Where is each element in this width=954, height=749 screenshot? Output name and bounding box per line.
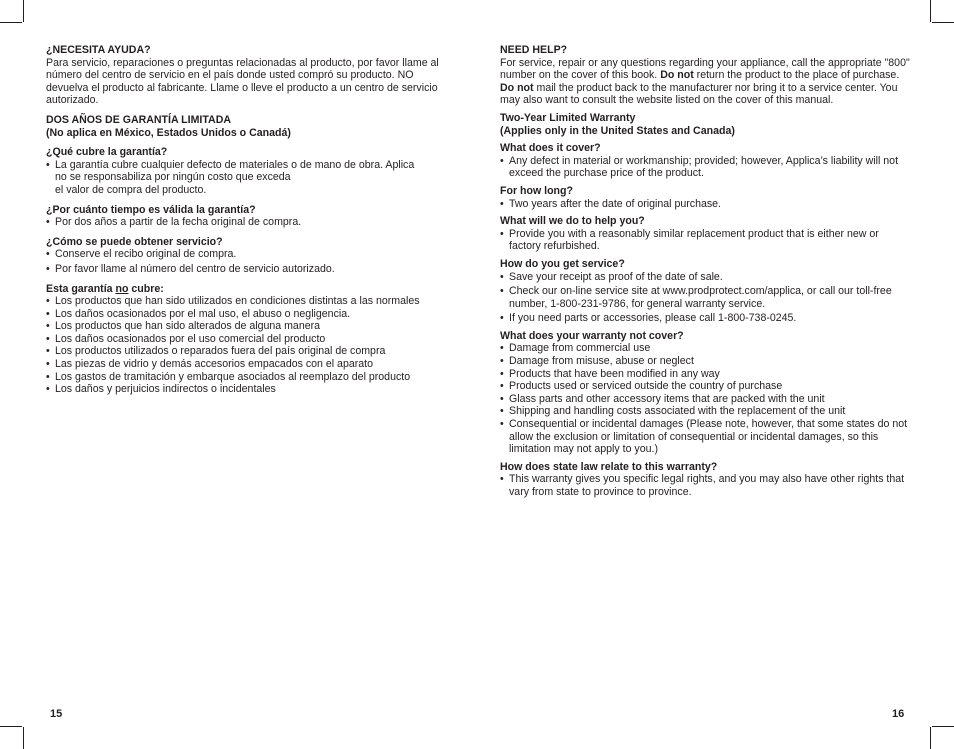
- crop-mark-bottom-left-v: [23, 727, 24, 749]
- right-page-column: [500, 44, 912, 499]
- not-cover-item-6-en: • Shipping and handling costs associated with the replacement of the unit: [500, 405, 912, 418]
- not-cover-item-6-es: • Las piezas de vidrio y demás accesorios empacados con el aparato: [46, 358, 458, 371]
- state-law-item-en: • This warranty gives you specific legal rights, and you may also have other rights that vary from state to province to province.: [500, 473, 912, 498]
- not-cover-item-2-en: • Damage from misuse, abuse or neglect: [500, 355, 912, 368]
- not-cover-no: no: [115, 282, 129, 295]
- crop-mark-bottom-left-h: [0, 726, 22, 727]
- need-help-heading-en: NEED HELP?: [500, 44, 568, 56]
- not-cover-item-2-es: • Los daños ocasionados por el mal uso, el abuso o negligencia.: [46, 308, 458, 321]
- need-help-part-2: return the product to the place of purchase.: [693, 69, 900, 82]
- not-cover-item-1-en: • Damage from commercial use: [500, 342, 912, 355]
- what-will-item-en: • Provide you with a reasonably similar replacement product that is either new or factory refurbished.: [500, 228, 912, 253]
- not-cover-item-5-es: • Los productos utilizados o reparados fuera del país original de compra: [46, 345, 458, 358]
- need-help-heading-es: ¿NECESITA AYUDA?: [46, 44, 151, 56]
- valid-item-es: • Por dos años a partir de la fecha original de compra.: [46, 216, 458, 229]
- cover-line-3: el valor de compra del producto.: [55, 183, 207, 196]
- crop-mark-top-left-h: [0, 22, 22, 23]
- get-service-item-3-en: • If you need parts or accessories, please call 1-800-738-0245.: [500, 312, 912, 325]
- need-help-part-1: For service, repair or any questions regarding your appliance, call the appropriate "800" number on the cover of this book.: [500, 56, 910, 82]
- crop-mark-top-right-h: [932, 22, 954, 23]
- question-cover-en: What does it cover?: [500, 142, 601, 155]
- service-item-1-es: • Conserve el recibo original de compra.: [46, 248, 458, 261]
- question-service-es: ¿Cómo se puede obtener servicio?: [46, 235, 223, 248]
- crop-mark-top-left-v: [23, 0, 24, 22]
- need-help-part-3: mail the product back to the manufacturer nor bring it to a service center. You may also want to consult the website listed on the cover of this manual.: [500, 81, 898, 107]
- need-help-text-es: Para servicio, reparaciones o preguntas relacionadas al producto, por favor llame al número del centro de servicio en el país donde usted compró su producto. NO devuelva el producto al fabricante. Llame o lleve el producto a un centro de servicio autorizado.: [46, 56, 439, 107]
- not-cover-pre: Esta garantía: [46, 282, 116, 295]
- left-page-column: [46, 44, 458, 396]
- service-item-2-es: • Por favor llame al número del centro de servicio autorizado.: [46, 263, 458, 276]
- not-cover-item-7-es: • Los gastos de tramitación y embarque asociados al reemplazo del producto: [46, 371, 458, 384]
- not-cover-item-4-en: • Products used or serviced outside the country of purchase: [500, 380, 912, 393]
- page-number-left: 15: [50, 708, 63, 720]
- question-valid-es: ¿Por cuánto tiempo es válida la garantía?: [46, 203, 256, 216]
- not-cover-item-3-en: • Products that have been modified in any way: [500, 368, 912, 381]
- need-help-bold-1: Do not: [660, 69, 694, 82]
- not-cover-item-1-es: • Los productos que han sido utilizados en condiciones distintas a las normales: [46, 295, 458, 308]
- warranty-subtitle-es: (No aplica en México, Estados Unidos o Canadá): [46, 126, 291, 139]
- cover-item-en: • Any defect in material or workmanship; provided; however, Applica’s liability will not exceed the purchase price of the product.: [500, 155, 912, 180]
- crop-mark-bottom-right-v: [930, 727, 931, 749]
- get-service-item-1-en: • Save your receipt as proof of the date of sale.: [500, 271, 912, 284]
- not-cover-item-8-es: • Los daños y perjuicios indirectos o incidentales: [46, 383, 458, 396]
- question-not-cover-en: What does your warranty not cover?: [500, 329, 684, 342]
- question-how-long-en: For how long?: [500, 184, 573, 197]
- crop-mark-bottom-right-h: [932, 726, 954, 727]
- cover-line-1: La garantía cubre cualquier defecto de materiales o de mano de obra. Aplica: [55, 158, 415, 171]
- need-help-text-en: [500, 57, 912, 107]
- need-help-bold-2: Do not: [500, 81, 534, 94]
- question-what-will-en: What will we do to help you?: [500, 215, 645, 228]
- cover-line-2: no se responsabiliza por ningún costo que exceda: [55, 171, 291, 184]
- not-cover-item-4-es: • Los daños ocasionados por el uso comercial del producto: [46, 333, 458, 346]
- warranty-subtitle-en: (Applies only in the United States and Canada): [500, 124, 735, 137]
- question-state-law-en: How does state law relate to this warranty?: [500, 460, 718, 473]
- not-cover-post: cubre:: [128, 282, 164, 295]
- cover-item-es: [46, 159, 458, 197]
- warranty-title-es: DOS AÑOS DE GARANTÍA LIMITADA: [46, 113, 231, 126]
- question-cover-es: ¿Qué cubre la garantía?: [46, 146, 168, 159]
- how-long-item-en: • Two years after the date of original purchase.: [500, 198, 912, 211]
- not-cover-item-3-es: • Los productos que han sido alterados de alguna manera: [46, 320, 458, 333]
- not-cover-heading-es: [46, 283, 458, 296]
- get-service-item-2-en: • Check our on-line service site at www.prodprotect.com/applica, or call our toll-free number, 1-800-231-9786, for general warranty service.: [500, 285, 912, 310]
- question-get-service-en: How do you get service?: [500, 257, 625, 270]
- not-cover-item-7-en: • Consequential or incidental damages (Please note, however, that some states do not allow the exclusion or limitation of consequential or incidental damages, so this limitation may not apply to you.): [500, 418, 912, 456]
- crop-mark-top-right-v: [930, 0, 931, 22]
- page-number-right: 16: [892, 708, 905, 720]
- not-cover-item-5-en: • Glass parts and other accessory items that are packed with the unit: [500, 393, 912, 406]
- warranty-title-en: Two-Year Limited Warranty: [500, 111, 636, 124]
